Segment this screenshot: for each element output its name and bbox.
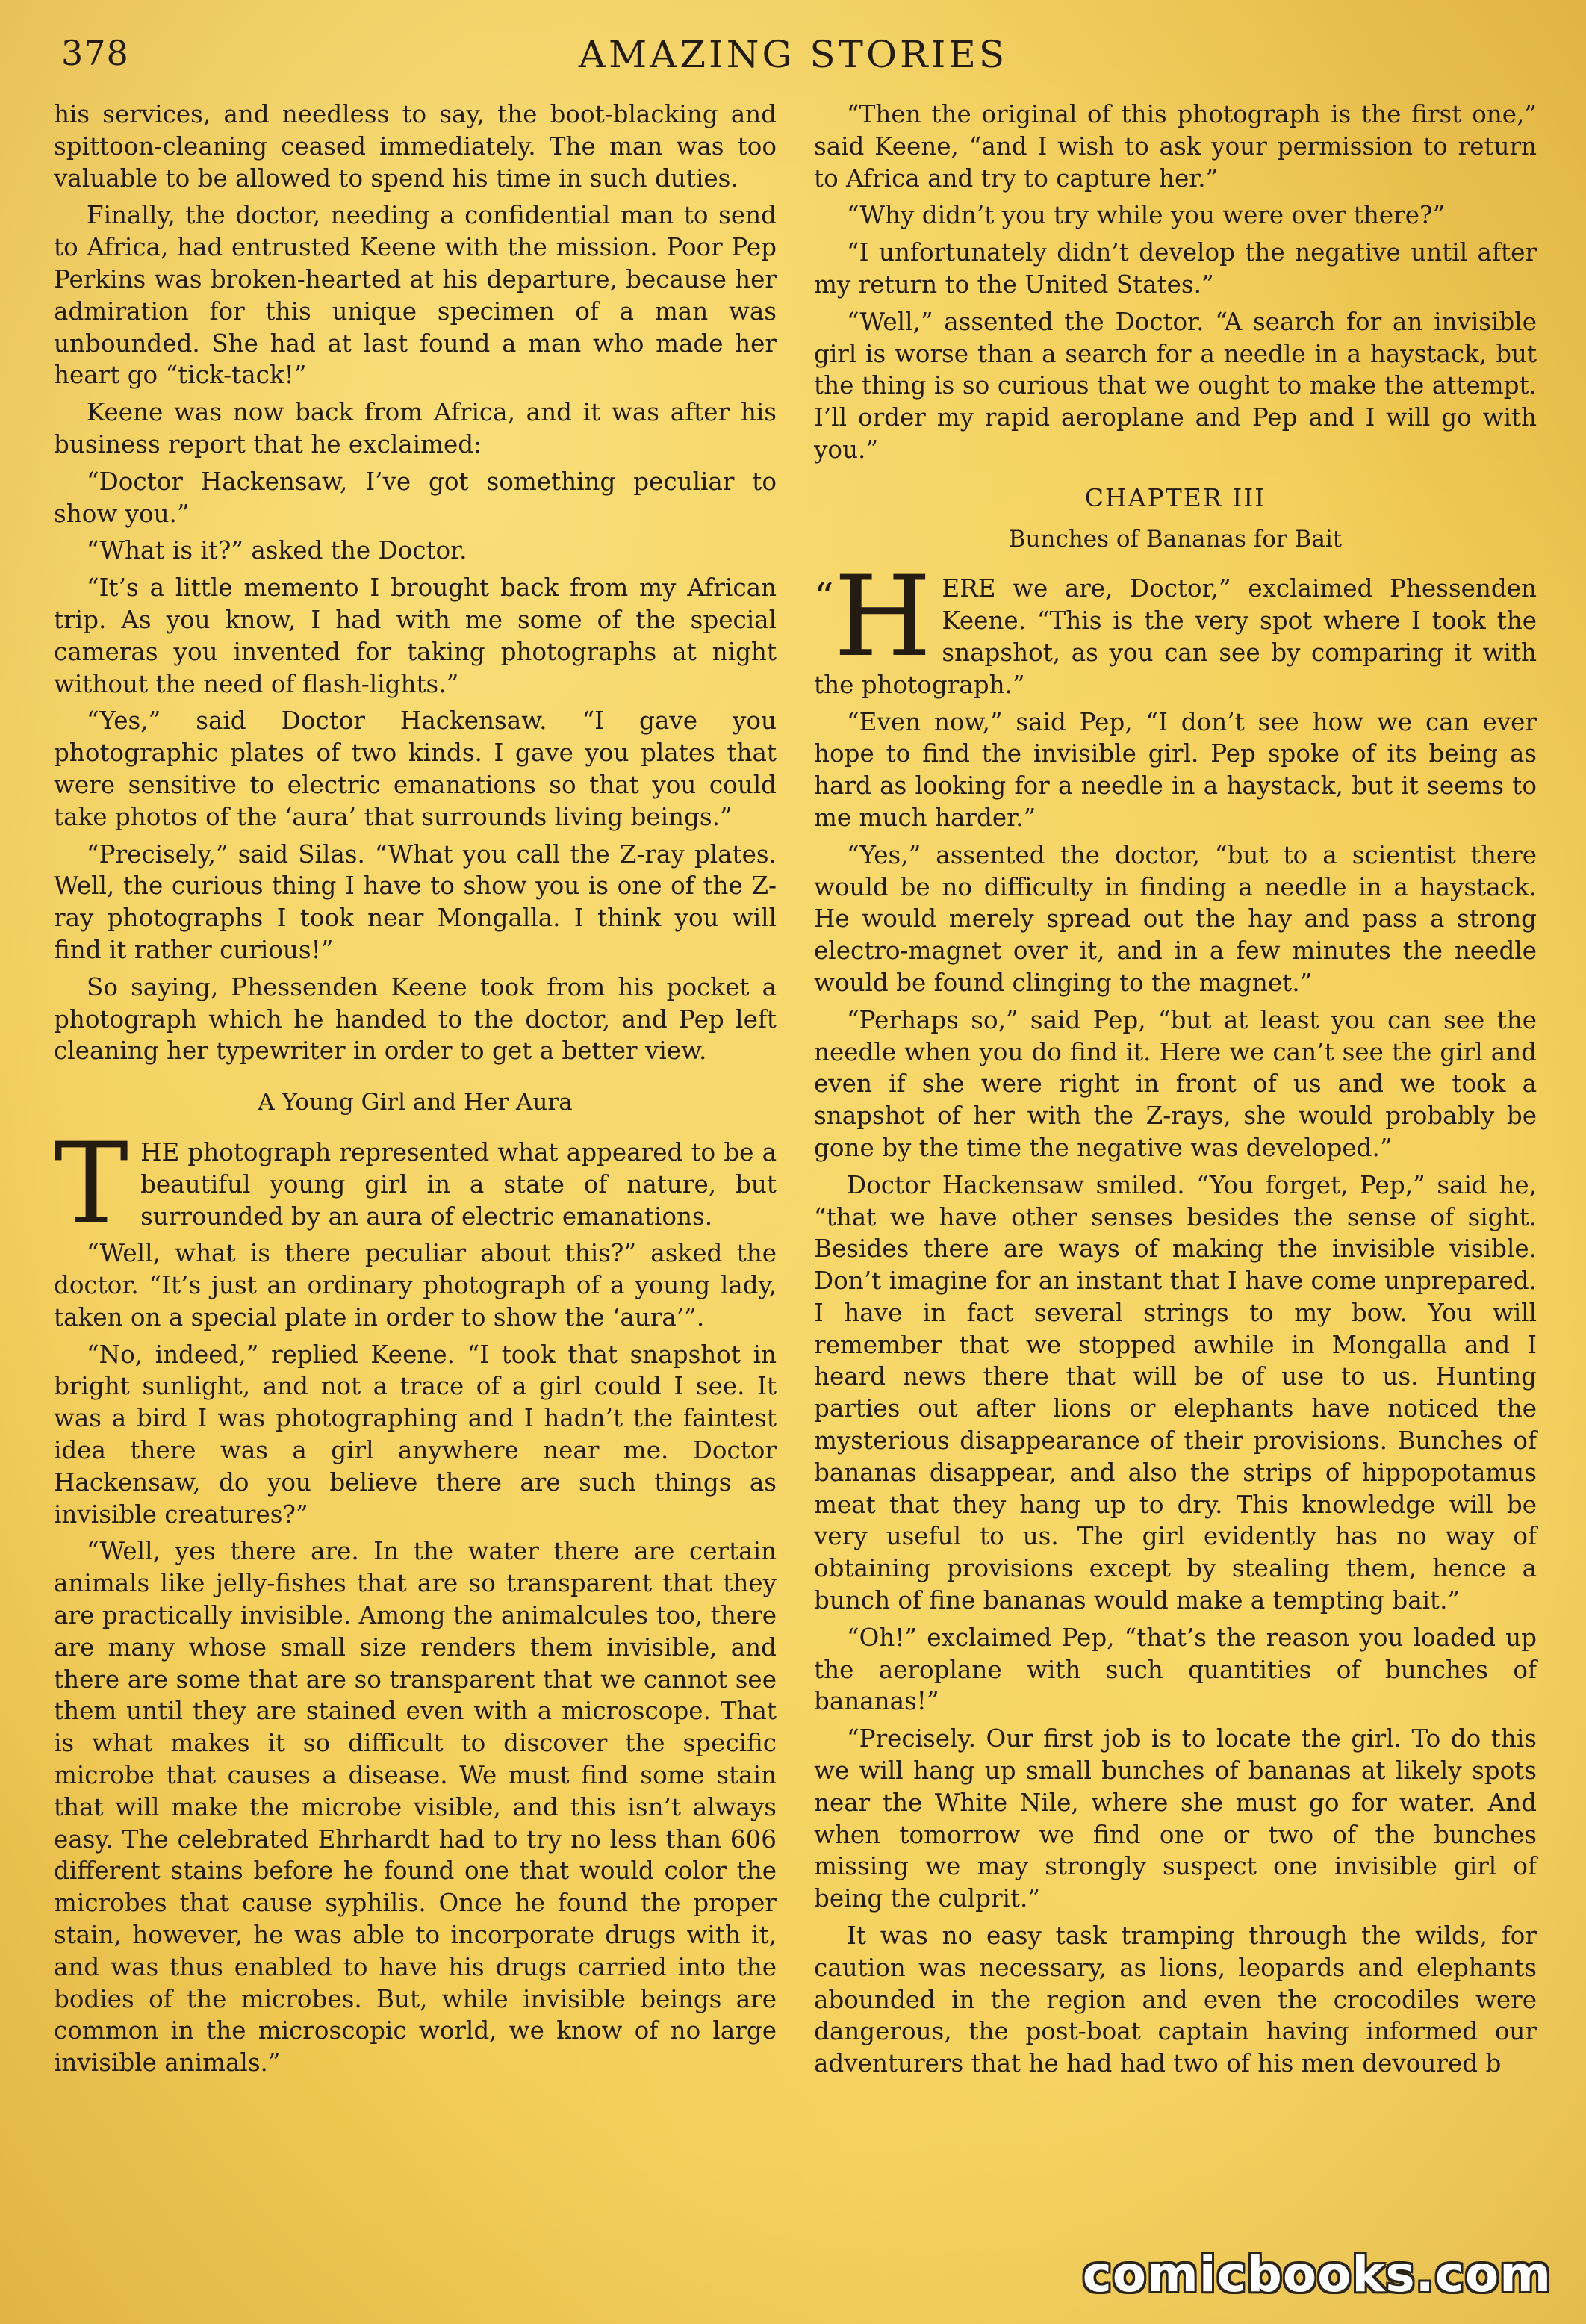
drop-cap: T — [54, 1119, 129, 1249]
paragraph: “Oh!” exclaimed Pep, “that’s the reason you loaded up the aeroplane with such quantities of bunches of bananas!” — [814, 1623, 1537, 1716]
paragraph: “Even now,” said Pep, “I don’t see how we can ever hope to find the invisible girl. Pep spoke of its being as hard as looking for a needle in a haystack, but it seems to me much harder.” — [814, 707, 1537, 832]
paragraph: “I unfortunately didn’t develop the negative until after my return to the United States.” — [814, 238, 1537, 299]
left-column — [54, 99, 777, 2084]
drop-cap-group — [814, 552, 932, 683]
section-subhead: Bunches of Bananas for Bait — [1008, 525, 1343, 553]
page-header — [0, 33, 1586, 85]
right-column — [814, 99, 1537, 2085]
paragraph: “No, indeed,” replied Keene. “I took that snapshot in bright sunlight, and not a trace of a girl could I see. It was a bird I was photographing and I hadn’t the faintest idea there was a girl anywhere near me. Doctor Hackensaw, do you believe there are such things as invisible creatures?” — [54, 1340, 777, 1529]
paragraph: It was no easy task tramping through the wilds, for caution was necessary, as lions, leopards and elephants abounded in the region and even the crocodiles were dangerous, the post-boat captain having informed our adventurers that he had had two of his men devoured b — [814, 1921, 1537, 2078]
paragraph: Keene was now back from Africa, and it was after his business report that he exclaimed: — [54, 398, 777, 459]
paragraph: “Yes,” assented the doctor, “but to a scientist there would be no difficulty in finding a needle in a haystack. He would merely spread out the hay and pass a strong electro-magnet over it, and in a few minutes the needle would be found clinging to the magnet.” — [814, 840, 1537, 997]
paragraph: “Well,” assented the Doctor. “A search for an invisible girl is worse than a search for a needle in a haystack, but the thing is so curious that we ought to make the attempt. I’ll order my rapid aeroplane and Pep and I will go with you.” — [814, 307, 1537, 464]
paragraph: “Perhaps so,” said Pep, “but at least you can see the needle when you do find it. Here we can’t see the girl and even if she were right in front of us and we took a snapshot of her with the Z-rays, she would probably be gone by the time the negative was developed.” — [814, 1005, 1537, 1162]
paragraph: “Well, what is there peculiar about this?” asked the doctor. “It’s just an ordinary photograph of a young lady, taken on a special plate in order to show the ‘aura’”. — [54, 1239, 777, 1332]
section-subhead: A Young Girl and Her Aura — [258, 1089, 573, 1116]
paragraph: “Yes,” said Doctor Hackensaw. “I gave you photographic plates of two kinds. I gave you plates that were sensitive to electric emanations so that you could take photos of the ‘aura’ that surrounds living beings.” — [54, 706, 777, 831]
dropcap-paragraph-text: HE photograph represented what appeared to be a beautiful young girl in a state of nature, but surrounded by an aura of electric emanations. — [140, 1137, 777, 1231]
site-watermark: comicbooks.com — [1082, 2246, 1552, 2303]
dropcap-paragraph-text: ERE we are, Doctor,” exclaimed Phessenden Keene. “This is the very spot where I took the snapshot, as you can see by comparing it with the photograph.” — [814, 574, 1537, 699]
chapter-heading: CHAPTER III — [1084, 482, 1266, 512]
paragraph: So saying, Phessenden Keene took from his pocket a photograph which he handed to the doctor, and Pep left cleaning her typewriter in order to get a better view. — [54, 972, 777, 1066]
paragraph: “What is it?” asked the Doctor. — [87, 536, 467, 565]
drop-cap: H — [833, 552, 932, 683]
drop-cap-quote: “ — [814, 576, 834, 621]
dropcap-paragraph — [54, 1119, 777, 1249]
paragraph: “Well, yes there are. In the water there are certain animals like jelly-fishes that are so transparent that they are practically invisible. Among the animalcules too, there are many whose small size renders them invisible, and there are some that are so transparent that we cannot see them until they are stained even with a microscope. That is what makes it so difficult to discover the specific microbe that causes a disease. We must find some stain that will make the microbe visible, and this isn’t always easy. The celebrated Ehrhardt had to try no less than 606 different stains before he found one that would color the microbes that cause syphilis. Once he found the proper stain, however, he was able to incorporate drugs with it, and was thus enabled to have his drugs carried into the bodies of the microbes. But, while invisible beings are common in the microscopic world, we know of no large invisible animals.” — [54, 1537, 777, 2078]
paragraph: “Then the original of this photograph is the first one,” said Keene, “and I wish to ask your permission to return to Africa and try to capture her.” — [814, 100, 1537, 193]
paragraph: Doctor Hackensaw smiled. “You forget, Pep,” said he, “that we have other senses besides the sense of sight. Besides there are ways of making the invisible visible. Don’t imagine for an instant that I have come unprepared. I have in fact several strings to my bow. You will remember that we stopped awhile in Mongalla and I heard news there that will be of use to us. Hunting parties out after lions or elephants have noticed the mysterious disappearance of their provisions. Bunches of bananas disappear, and also the strips of hippopotamus meat that they hang up to dry. This knowledge will be very useful to us. The girl evidently has no way of obtaining provisions except by stealing them, hence a bunch of fine bananas would make a tempting bait.” — [814, 1170, 1537, 1615]
paragraph: “Precisely. Our first job is to locate the girl. To do this we will hang up small bunches of bananas at likely spots near the White Nile, where she must go for water. And when tomorrow we find one or two of the bunches missing we may strongly suspect one invisible girl of being the culprit.” — [814, 1724, 1537, 1913]
running-title: AMAZING STORIES — [578, 33, 1008, 76]
paragraph: “Precisely,” said Silas. “What you call the Z-ray plates. Well, the curious thing I have to show you is one of the Z-ray photographs I took near Mongalla. I think you will find it rather curious!” — [54, 839, 777, 964]
page-number: 378 — [61, 33, 129, 73]
paragraph: “It’s a little memento I brought back from my African trip. As you know, I had with me some of the special cameras you invented for taking photographs at night without the need of flash-lights.” — [54, 574, 777, 698]
paragraph: his services, and needless to say, the boot-blacking and spittoon-cleaning ceased immediately. The man was too valuable to be allowed to spend his time in such duties. — [54, 100, 777, 193]
paragraph: Finally, the doctor, needing a confidential man to send to Africa, had entrusted Keene with the mission. Poor Pep Perkins was broken-hearted at his departure, because her admiration for this unique specimen of a man was unbounded. She had at last found a man who made her heart go “tick-tack!” — [54, 201, 777, 390]
paragraph: “Doctor Hackensaw, I’ve got something peculiar to show you.” — [54, 467, 777, 528]
paragraph: “Why didn’t you try while you were over there?” — [847, 201, 1446, 230]
dropcap-paragraph — [814, 552, 1537, 700]
